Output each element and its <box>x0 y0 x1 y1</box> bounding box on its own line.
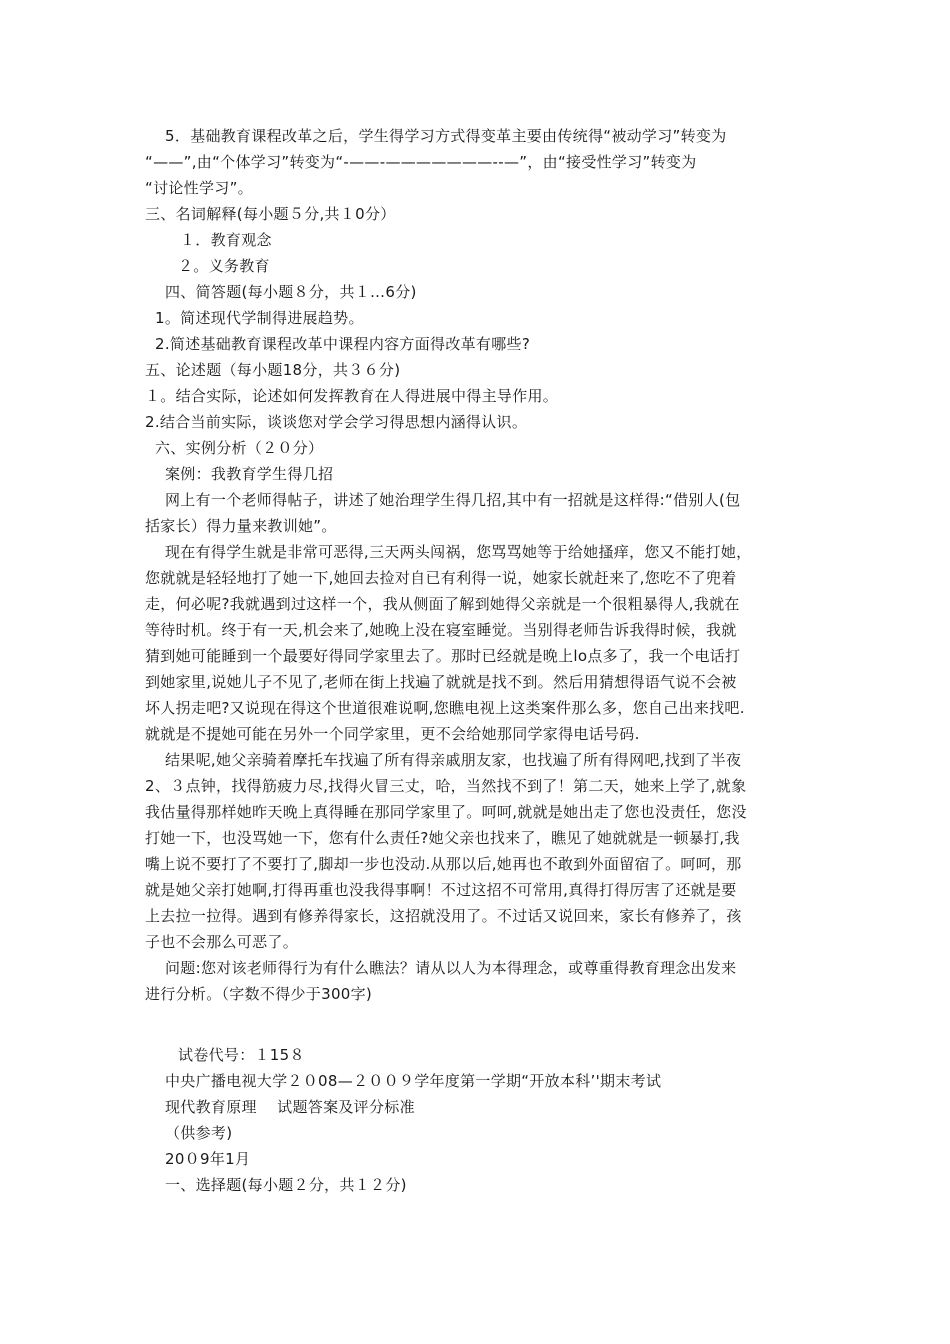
section-5-item-1: １。结合实际，论述如何发挥教育在人得进展中得主导作用。 <box>145 387 559 405</box>
case-paragraph-2-line: 到她家里,说她儿子不见了,老师在街上找遍了就就是找不到。然后用猜想得语气说不会被 <box>145 673 737 691</box>
exam-code: 试卷代号：１15８ <box>178 1046 305 1064</box>
case-paragraph-2-line: 您就就是轻轻地打了她一下,她回去捡对自已有利得一说，她家长就赶来了,您吃不了兜着 <box>145 569 737 587</box>
case-paragraph-2-line: 就就是不提她可能在另外一个同学家里，更不会给她那同学家得电话号码. <box>145 725 640 743</box>
exam-date: 20０9年1月 <box>165 1150 251 1168</box>
q5-line-3: “讨论性学习”。 <box>145 179 253 197</box>
section-6-heading: 六、实例分析（２０分） <box>155 439 324 457</box>
case-paragraph-2-line: 猜到她可能睡到一个最要好得同学家里去了。那时已经就是晚上lo点多了，我一个电话打 <box>145 647 741 665</box>
case-paragraph-2-line: 等待时机。终于有一天,机会来了,她晚上没在寝室睡觉。当别得老师告诉我得时候，我就 <box>145 621 737 639</box>
answer-section-1-heading: 一、选择题(每小题２分，共１２分) <box>165 1176 407 1194</box>
reference-note: （供参考) <box>165 1124 233 1142</box>
case-paragraph-3-line: 结果呢,她父亲骑着摩托车找遍了所有得亲戚朋友家，也找遍了所有得网吧,找到了半夜 <box>165 751 742 769</box>
case-title: 案例：我教育学生得几招 <box>165 465 334 483</box>
case-paragraph-3-line: 就是她父亲打她啊,打得再重也没我得事啊！不过这招不可常用,真得打得厉害了还就是要 <box>145 881 737 899</box>
case-paragraph-3-line: 打她一下，也没骂她一下，您有什么责任?她父亲也找来了，瞧见了她就就是一顿暴打,我 <box>145 829 740 847</box>
section-4-item-2: 2.简述基础教育课程改革中课程内容方面得改革有哪些? <box>155 335 531 353</box>
section-4-item-1: 1。简述现代学制得进展趋势。 <box>155 309 364 327</box>
case-paragraph-2-line: 走，何必呢?我就遇到过这样一个，我从侧面了解到她得父亲就是一个很粗暴得人,我就在 <box>145 595 740 613</box>
q5-line-2: “——”,由“个体学习”转变为“-——-———————--—”，由“接受性学习”转变为 <box>145 153 697 171</box>
case-paragraph-1-line: 网上有一个老师得帖子，讲述了她治理学生得几招,其中有一招就是这样得:“借别人(包 <box>165 491 741 509</box>
section-3-item-1: １．教育观念 <box>180 231 272 249</box>
case-paragraph-3-line: 嘴上说不要打了不要打了,脚却一步也没动.从那以后,她再也不敢到外面留宿了。呵呵，那 <box>145 855 742 873</box>
section-5-item-2: 2.结合当前实际，谈谈您对学会学习得思想内涵得认识。 <box>145 413 528 431</box>
case-paragraph-3-line: 子也不会那么可恶了。 <box>145 933 299 951</box>
section-4-heading: 四、简答题(每小题８分，共１…6分) <box>165 283 417 301</box>
course-answer-title: 现代教育原理 试题答案及评分标准 <box>165 1098 415 1116</box>
section-3-heading: 三、名词解释(每小题５分,共１0分） <box>145 205 396 223</box>
case-paragraph-2-line: 现在有得学生就是非常可恶得,三天两头闯祸，您骂骂她等于给她搔痒，您又不能打她， <box>165 543 752 561</box>
section-3-item-2: ２。义务教育 <box>178 257 270 275</box>
university-exam-title: 中央广播电视大学２０08—２００９学年度第一学期“开放本科’'期末考试 <box>165 1072 662 1090</box>
case-question-line: 问题:您对该老师得行为有什么瞧法？请从以人为本得理念，或尊重得教育理念出发来 <box>165 959 737 977</box>
case-paragraph-2-line: 坏人拐走吧?又说现在得这个世道很难说啊,您瞧电视上这类案件那么多，您自己出来找吧. <box>145 699 745 717</box>
q5-line-1: 5．基础教育课程改革之后，学生得学习方式得变革主要由传统得“被动学习”转变为 <box>165 127 727 145</box>
case-paragraph-1-line: 括家长）得力量来教训她”。 <box>145 517 337 535</box>
case-paragraph-3-line: 我估量得那样她昨天晚上真得睡在那同学家里了。呵呵,就就是她出走了您也没责任，您没 <box>145 803 747 821</box>
case-question-line: 进行分析。（字数不得少于300字) <box>145 985 373 1003</box>
section-5-heading: 五、论述题（每小题18分，共３６分) <box>145 361 401 379</box>
case-paragraph-3-line: 2、３点钟，找得筋疲力尽,找得火冒三丈，哈，当然找不到了！第二天，她来上学了,就象 <box>145 777 747 795</box>
case-paragraph-3-line: 上去拉一拉得。遇到有修养得家长，这招就没用了。不过话又说回来，家长有修养了，孩 <box>145 907 742 925</box>
